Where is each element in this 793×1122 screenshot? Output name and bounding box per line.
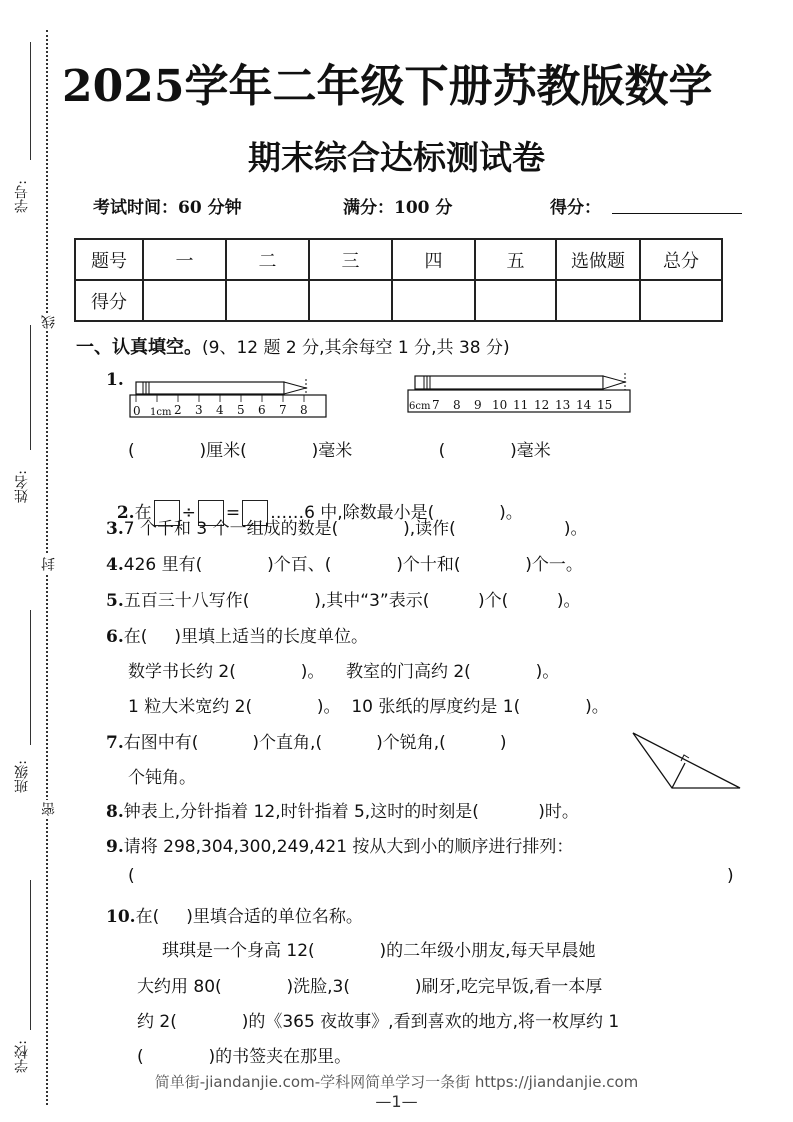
- page-number: —1—: [375, 1092, 418, 1111]
- q6-line-2[interactable]: 1 粒大米宽约 2( )。 10 张纸的厚度约是 1( )。: [128, 697, 609, 717]
- score-cell[interactable]: [475, 280, 556, 321]
- table-cell: 总分: [640, 239, 722, 280]
- svg-text:0: 0: [133, 404, 141, 418]
- table-cell: 选做题: [556, 239, 640, 280]
- svg-text:4: 4: [216, 403, 224, 417]
- score-table: [74, 238, 723, 322]
- svg-text:3: 3: [195, 403, 203, 417]
- name-label: 姓名:: [14, 470, 30, 503]
- ruler-pencil-figure-2: [405, 372, 635, 414]
- q9-close-paren: ): [727, 866, 734, 886]
- table-cell: 三: [309, 239, 392, 280]
- score-cell[interactable]: [226, 280, 309, 321]
- table-row-score: [75, 280, 722, 321]
- score-input-line[interactable]: [612, 213, 742, 214]
- seal-mark-secret: 密: [41, 802, 57, 816]
- q9-open-paren: (: [128, 866, 135, 886]
- table-cell: 得分: [75, 280, 143, 321]
- q7-line-2: 个钝角。: [128, 768, 196, 788]
- section-note: (9、12 题 2 分,其余每空 1 分,共 38 分): [202, 338, 510, 358]
- school-line: [30, 880, 31, 1030]
- svg-text:1cm: 1cm: [150, 407, 172, 418]
- question-number: 1.: [106, 370, 124, 390]
- student-id-label: 学号:: [14, 180, 30, 213]
- page-title: 2025学年二年级下册苏教版数学: [62, 61, 713, 112]
- table-cell: 二: [226, 239, 309, 280]
- svg-text:6cm: 6cm: [409, 401, 431, 412]
- score-cell[interactable]: [640, 280, 722, 321]
- question-5: 5.五百三十八写作( ),其中“3”表示( )个( )。: [106, 591, 581, 611]
- section-heading: [76, 333, 510, 359]
- q6-line-1[interactable]: 数学书长约 2( )。 教室的门高约 2( )。: [128, 662, 560, 682]
- score-label: 得分：: [550, 198, 601, 218]
- q1-answer-line[interactable]: ( )厘米( )毫米 ( )毫米: [128, 441, 551, 461]
- question-8: 8.钟表上,分针指着 12,时针指着 5,这时的时刻是( )时。: [106, 802, 579, 822]
- svg-text:7: 7: [432, 398, 440, 412]
- table-cell: 五: [475, 239, 556, 280]
- svg-text:10: 10: [492, 398, 508, 412]
- question-7: 7.右图中有( )个直角,( )个锐角,( ): [106, 733, 507, 753]
- seal-mark-seal: 封: [41, 557, 57, 571]
- table-row-header: [75, 239, 722, 280]
- q10-line-4[interactable]: ( )的书签夹在那里。: [137, 1047, 352, 1067]
- ruler-pencil-figure-1: [128, 378, 333, 420]
- score-cell[interactable]: [556, 280, 640, 321]
- class-line: [30, 610, 31, 745]
- school-label: 学校:: [14, 1040, 30, 1073]
- svg-text:12: 12: [534, 398, 550, 412]
- question-4: 4.426 里有( )个百、( )个十和( )个一。: [106, 555, 583, 575]
- seal-mark-line: 线: [41, 315, 57, 329]
- exam-time: 考试时间：60 分钟: [93, 198, 242, 218]
- full-score: 满分：100 分: [343, 198, 453, 218]
- page-subtitle: 期末综合达标测试卷: [248, 138, 545, 177]
- score-cell[interactable]: [392, 280, 475, 321]
- question-9: 9.请将 298,304,300,249,421 按从大到小的顺序进行排列：: [106, 837, 574, 857]
- section-title: 一、认真填空。: [76, 337, 202, 358]
- watermark-footer: 简单街-jiandanjie.com-学科网简单学习一条街 https://jiandanjie.com: [154, 1073, 639, 1091]
- svg-text:11: 11: [513, 398, 529, 412]
- q9-answer-blank[interactable]: [140, 866, 720, 888]
- svg-text:8: 8: [300, 403, 308, 417]
- score-cell[interactable]: [143, 280, 226, 321]
- svg-text:13: 13: [555, 398, 571, 412]
- triangle-figure: [630, 728, 745, 793]
- svg-text:5: 5: [237, 403, 245, 417]
- score-cell[interactable]: [309, 280, 392, 321]
- question-6: 6.在( )里填上适当的长度单位。: [106, 627, 369, 647]
- svg-text:14: 14: [576, 398, 592, 412]
- svg-text:2: 2: [174, 403, 182, 417]
- class-label: 班级:: [14, 760, 30, 793]
- question-10: 10.在( )里填合适的单位名称。: [106, 907, 363, 927]
- question-3: 3.7 个千和 3 个一组成的数是( ),读作( )。: [106, 519, 588, 539]
- name-line: [30, 325, 31, 450]
- q10-line-1[interactable]: 琪琪是一个身高 12( )的二年级小朋友,每天早晨她: [162, 941, 596, 961]
- q10-line-2[interactable]: 大约用 80( )洗脸,3( )刷牙,吃完早饭,看一本厚: [137, 977, 603, 997]
- question-2: 2.在 ÷ = ……6 中,除数最小是( )。: [106, 478, 523, 526]
- q10-line-3[interactable]: 约 2( )的《365 夜故事》,看到喜欢的地方,将一枚厚约 1: [137, 1012, 620, 1032]
- svg-text:6: 6: [258, 403, 266, 417]
- table-cell: 题号: [75, 239, 143, 280]
- svg-text:9: 9: [474, 398, 482, 412]
- svg-text:7: 7: [279, 403, 287, 417]
- svg-text:15: 15: [597, 398, 613, 412]
- table-cell: 一: [143, 239, 226, 280]
- table-cell: 四: [392, 239, 475, 280]
- svg-text:8: 8: [453, 398, 461, 412]
